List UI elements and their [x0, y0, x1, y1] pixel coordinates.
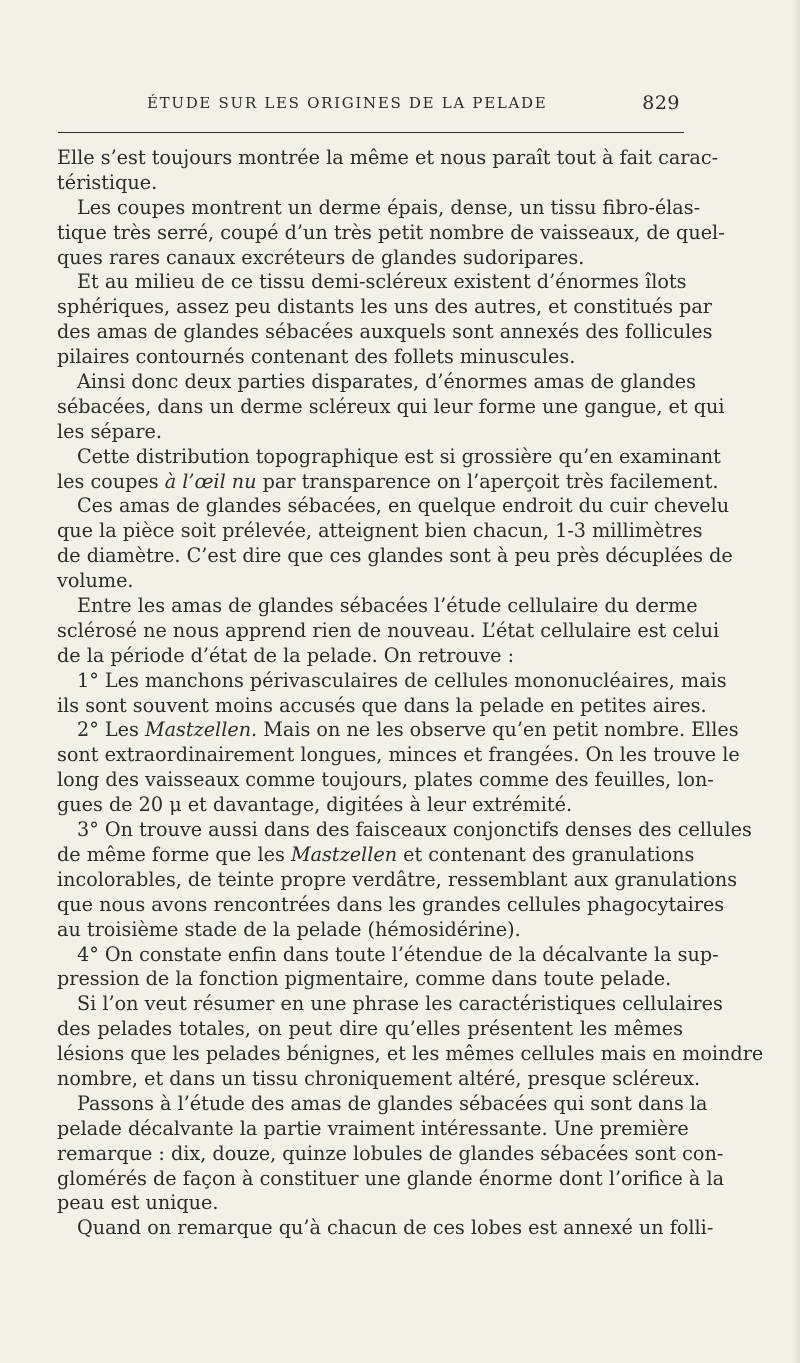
text-line — [57, 793, 683, 818]
text-line — [57, 394, 725, 420]
text-segment: ques rares canaux excréteurs de glandes sudoripares. — [57, 245, 585, 269]
text-segment: tique très serré, coupé d’un très petit nombre de vaisseaux, de quel- — [57, 220, 725, 244]
header-rule — [58, 132, 684, 133]
text-segment: Et au milieu de ce tissu demi-scléreux existent d’énormes îlots — [77, 270, 687, 294]
text-line — [57, 444, 721, 470]
text-line — [57, 569, 683, 594]
text-line — [57, 644, 683, 669]
text-segment: Mais on ne les observe qu’en petit nombre. Elles — [257, 718, 739, 742]
text-segment: volume. — [57, 569, 134, 593]
text-line — [57, 718, 739, 743]
text-line — [57, 370, 696, 395]
text-segment: pression de la fonction pigmentaire, comme dans toute pelade. — [57, 967, 672, 991]
text-line — [57, 842, 695, 868]
text-segment: de la période d’état de la pelade. On retrouve : — [57, 643, 515, 667]
text-segment: Quand on remarque qu’à chacun de ces lobes est annexé un folli- — [77, 1216, 714, 1240]
page-number: 829 — [642, 92, 680, 114]
text-line — [57, 1191, 683, 1216]
running-head: ÉTUDE SUR LES ORIGINES DE LA PELADE — [147, 94, 548, 112]
text-segment: Si l’on veut résumer en une phrase les caractéristiques cellulaires — [77, 992, 723, 1016]
text-segment: par transparence on l’aperçoit très facilement. — [256, 469, 719, 493]
text-segment: ils sont souvent moins accusés que dans la pelade en petites aires. — [57, 693, 707, 717]
text-line — [57, 918, 683, 943]
text-line — [57, 967, 683, 992]
page-header — [56, 92, 684, 118]
text-line — [57, 818, 752, 843]
text-segment: de diamètre. C’est dire que ces glandes sont à peu près décuplées de — [57, 544, 733, 568]
text-line — [57, 992, 723, 1017]
text-line — [57, 270, 687, 295]
text-segment: lésions que les pelades bénignes, et les mêmes cellules mais en moindre — [57, 1042, 764, 1066]
text-line — [57, 942, 719, 968]
italic-text: à l’œil nu — [164, 469, 257, 493]
text-line — [57, 320, 713, 345]
text-segment: et contenant des granulations — [397, 842, 695, 866]
text-line — [57, 594, 698, 619]
text-line — [57, 1141, 724, 1167]
text-segment: Ainsi donc deux parties disparates, d’énormes amas de glandes — [77, 370, 696, 394]
italic-text: Mastzellen. — [144, 718, 258, 742]
text-segment: Ces amas de glandes sébacées, en quelque endroit du cuir chevelu — [77, 494, 730, 518]
text-line — [57, 693, 707, 719]
text-segment: les coupes — [57, 469, 165, 493]
text-segment: que la pièce soit prélevée, atteignent bien chacun, 1-3 millimètres — [57, 519, 703, 543]
text-line — [57, 768, 714, 793]
text-segment: peau est unique. — [57, 1191, 219, 1215]
text-segment: glomérés de façon à constituer une glande énorme dont l’orifice à la — [57, 1166, 725, 1190]
text-line — [57, 1166, 725, 1192]
text-line — [57, 469, 719, 495]
text-line — [57, 668, 727, 694]
italic-text: Mastzellen — [290, 842, 398, 866]
text-segment: pelade décalvante la partie vraiment intéressante. Une première — [57, 1116, 689, 1140]
text-segment: Passons à l’étude des amas de glandes sébacées qui sont dans la — [77, 1091, 708, 1115]
text-segment: que nous avons rencontrées dans les grandes cellules phagocytaires — [57, 892, 725, 916]
text-line — [57, 618, 720, 644]
page-edge — [792, 0, 800, 1363]
text-segment: gues de 20 μ et davantage, digitées à leur extrémité. — [57, 793, 573, 817]
text-segment: Les coupes montrent un derme épais, dense, un tissu fibro-élas- — [77, 195, 701, 219]
text-segment: sébacées, dans un derme scléreux qui leur forme une gangue, et qui — [57, 394, 725, 418]
text-segment: des pelades totales, on peut dire qu’elles présentent les mêmes — [57, 1017, 683, 1041]
text-line — [57, 295, 712, 320]
text-line — [57, 1216, 714, 1241]
text-line — [57, 892, 725, 918]
text-segment: Cette distribution topographique est si grossière qu’en examinant — [77, 444, 721, 468]
text-line — [57, 494, 730, 519]
text-segment: au troisième stade de la pelade (hémosidérine). — [57, 917, 521, 941]
text-segment: long des vaisseaux comme toujours, plates comme des feuilles, lon- — [57, 768, 714, 792]
text-line — [57, 220, 725, 246]
text-segment: 2° Les — [77, 718, 145, 742]
text-line — [57, 1116, 689, 1142]
text-segment: 3° On trouve aussi dans des faisceaux conjonctifs denses des cellules — [77, 818, 752, 842]
text-line — [57, 195, 701, 221]
text-line — [57, 1017, 683, 1042]
text-line — [57, 146, 719, 171]
text-segment: nombre, et dans un tissu chroniquement altéré, presque scléreux. — [57, 1066, 701, 1090]
text-segment: les sépare. — [57, 419, 162, 443]
text-segment: téristique. — [57, 170, 158, 194]
text-segment: Elle s’est toujours montrée la même et nous paraît tout à fait carac- — [57, 146, 719, 169]
text-segment: 4° On constate enfin dans toute l’étendue de la décalvante la sup- — [77, 942, 719, 966]
text-segment: remarque : dix, douze, quinze lobules de glandes sébacées sont con- — [57, 1141, 724, 1165]
text-segment: des amas de glandes sébacées auxquels sont annexés des follicules — [57, 320, 713, 344]
text-line — [57, 743, 740, 768]
text-line — [57, 246, 683, 271]
text-line — [57, 345, 683, 370]
text-line — [57, 171, 683, 196]
text-segment: sont extraordinairement longues, minces et frangées. On les trouve le — [57, 743, 740, 767]
text-line — [57, 544, 733, 569]
text-segment: pilaires contournés contenant des follets minuscules. — [57, 345, 576, 369]
text-line — [57, 1066, 701, 1092]
text-line — [57, 420, 683, 445]
text-segment: Entre les amas de glandes sébacées l’étude cellulaire du derme — [77, 594, 698, 618]
text-line — [57, 1091, 708, 1117]
text-segment: sclérosé ne nous apprend rien de nouveau. L’état cellulaire est celui — [57, 618, 720, 642]
text-segment: incolorables, de teinte propre verdâtre, ressemblant aux granulations — [57, 867, 738, 891]
text-segment: 1° Les manchons périvasculaires de cellules mononucléaires, mais — [77, 668, 727, 692]
text-line — [57, 867, 738, 893]
text-segment: sphériques, assez peu distants les uns des autres, et constitués par — [57, 295, 712, 319]
text-segment: de même forme que les — [57, 842, 291, 866]
body-text — [57, 146, 764, 1241]
text-line — [57, 1042, 764, 1067]
text-line — [57, 519, 703, 544]
